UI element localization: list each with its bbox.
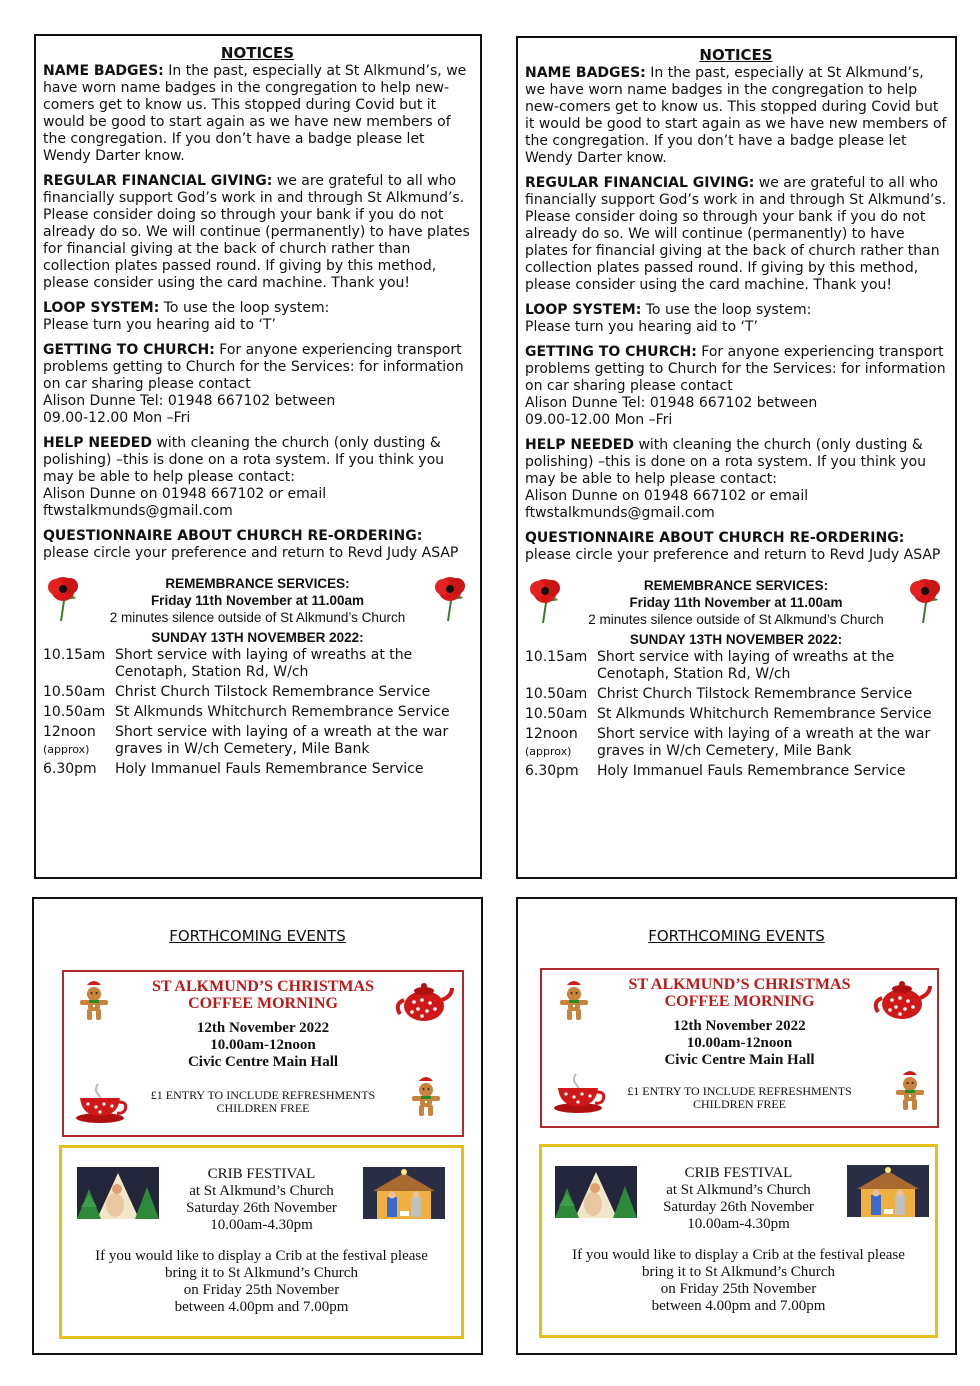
notice-item (43, 63, 472, 165)
events-panel-right (516, 897, 957, 1355)
notices-panel-left (34, 34, 482, 879)
notice-item (43, 435, 472, 520)
nativity-scene-icon (77, 1167, 159, 1219)
notice-item (43, 300, 472, 334)
schedule-description: St Alkmunds Whitchurch Remembrance Service (115, 704, 450, 720)
schedule-row (525, 706, 947, 726)
coffee-title-line1: ST ALKMUND’S CHRISTMAS (152, 978, 374, 995)
coffee-entry (602, 1085, 877, 1111)
remembrance-silence: 2 minutes silence outside of St Alkmund’s Church (588, 612, 884, 627)
nativity-scene-icon (555, 1166, 637, 1218)
schedule-time: 10.50am (525, 686, 588, 702)
schedule-time: 6.30pm (43, 761, 97, 777)
notice-text: please circle your preference and return to Revd Judy ASAP (525, 547, 941, 563)
schedule-description: Short service with laying of a wreath at the war graves in W/ch Cemetery, Mile Bank (597, 726, 931, 759)
teapot-icon (394, 978, 454, 1024)
notice-text: we are grateful to all who financially support God’s work in and through St Alkmund’s. Please consider doing so through your bank if you do not already do so. We will continue (permanently) to have plates for financial giving at the back of church rather than collection plates passed round. If giving by this method, please consider using the card machine. Thank you! (525, 175, 947, 293)
schedule-row (525, 649, 947, 686)
schedule-time: 10.50am (43, 704, 106, 720)
coffee-entry (124, 1089, 402, 1115)
schedule-time: 12noon (approx) (525, 726, 578, 758)
notice-text: with cleaning the church (only dusting & polishing) –this is done on a rota system. If you think you may be able to help please contact: Alison Dunne on 01948 667102 or email ftwstalkmunds@gmail.com (43, 435, 445, 519)
notice-item (43, 173, 472, 292)
notice-text: please circle your preference and return to Revd Judy ASAP (43, 545, 459, 561)
crib-invite: If you would like to display a Crib at the festival please bring it to St Alkmund’s Church on Friday 25th November between 4.00pm and 7.00pm (572, 1247, 905, 1314)
notice-item (43, 528, 472, 562)
coffee-morning-box (540, 968, 939, 1128)
notice-list (525, 65, 947, 564)
remembrance-schedule (43, 647, 472, 781)
notice-label: NAME BADGES: (525, 65, 646, 81)
schedule-time: 10.50am (43, 684, 106, 700)
coffee-entry-line1: £1 ENTRY TO INCLUDE REFRESHMENTS (150, 1088, 376, 1102)
schedule-row (525, 726, 947, 763)
notice-label: QUESTIONNAIRE ABOUT CHURCH RE-ORDERING: (43, 528, 423, 544)
coffee-details: 12th November 2022 10.00am-12noon Civic Centre Main Hall (664, 1018, 815, 1068)
notice-text: For anyone experiencing transport problems getting to Church for the Services: for information on car sharing please contact Alison Dunne Tel: 01948 667102 between 09.00-12.00 Mon –Fri (525, 344, 946, 428)
notice-label: GETTING TO CHURCH: (525, 344, 697, 360)
notice-item (525, 65, 947, 167)
schedule-description: Holy Immanuel Fauls Remembrance Service (597, 763, 906, 779)
coffee-details: 12th November 2022 10.00am-12noon Civic Centre Main Hall (187, 1020, 339, 1070)
schedule-description: Short service with laying of wreaths at the Cenotaph, Station Rd, W/ch (115, 647, 413, 680)
crib-details: CRIB FESTIVAL at St Alkmund’s Church Saturday 26th November 10.00am-4.30pm (186, 1166, 337, 1233)
remembrance-sunday: SUNDAY 13TH NOVEMBER 2022: (151, 630, 364, 645)
notice-text: For anyone experiencing transport problems getting to Church for the Services: for information on car sharing please contact Alison Dunne Tel: 01948 667102 between 09.00-12.00 Mon –Fri (43, 342, 464, 426)
events-panel-left (32, 897, 483, 1355)
notice-text: In the past, especially at St Alkmund’s, we have worn name badges in the congregation to help new-comers get to know us. This stopped during Covid but it would be good to start again as we have new members of the congregation. If you don’t have a badge please let Wendy Darter know. (43, 63, 467, 164)
remembrance-title: REMEMBRANCE SERVICES: (643, 578, 829, 593)
schedule-time-note: (approx) (43, 743, 90, 756)
notice-label: LOOP SYSTEM: (43, 300, 160, 316)
remembrance-silence: 2 minutes silence outside of St Alkmund’s Church (109, 610, 406, 625)
schedule-description: St Alkmunds Whitchurch Remembrance Service (597, 706, 932, 722)
schedule-time: 10.15am (525, 649, 588, 665)
nativity-scene-icon (847, 1165, 929, 1217)
remembrance-block (525, 578, 947, 649)
schedule-row (43, 647, 472, 684)
remembrance-friday: Friday 11th November at 11.00am (629, 595, 843, 610)
notice-item (525, 302, 947, 336)
teacup-icon (550, 1070, 608, 1114)
crib-invite: If you would like to display a Crib at the festival please bring it to St Alkmund’s Church on Friday 25th November between 4.00pm and 7.00pm (95, 1248, 428, 1315)
notice-item (43, 342, 472, 427)
teacup-icon (72, 1080, 130, 1124)
notice-text: In the past, especially at St Alkmund’s, we have worn name badges in the congregation to help new-comers get to know us. This stopped during Covid but it would be good to start again as we have new members of the congregation. If you don’t have a badge please let Wendy Darter know. (525, 65, 947, 166)
notice-label: NAME BADGES: (43, 63, 164, 79)
schedule-description: Christ Church Tilstock Remembrance Service (597, 686, 913, 702)
schedule-time-note: (approx) (525, 745, 572, 758)
events-heading: FORTHCOMING EVENTS (169, 927, 346, 945)
remembrance-block (43, 576, 472, 647)
gingerbread-icon (408, 1076, 444, 1118)
schedule-row (43, 761, 472, 781)
gingerbread-icon (556, 980, 592, 1022)
notice-text: To use the loop system: Please turn you hearing aid to ‘T’ (43, 300, 330, 333)
notice-text: we are grateful to all who financially support God’s work in and through St Alkmund’s. Please consider doing so through your bank if you do not already do so. We will continue (permanently) to have plates for financial giving at the back of church rather than collection plates passed round. If giving by this method, please consider using the card machine. Thank you! (43, 173, 470, 291)
notice-label: REGULAR FINANCIAL GIVING: (43, 173, 273, 189)
notice-label: GETTING TO CHURCH: (43, 342, 215, 358)
notice-item (525, 175, 947, 294)
coffee-title-line2: COFFEE MORNING (188, 995, 338, 1012)
coffee-entry-line2: CHILDREN FREE (693, 1097, 786, 1111)
nativity-scene-icon (363, 1167, 445, 1219)
notice-text: To use the loop system: Please turn you hearing aid to ‘T’ (525, 302, 812, 335)
schedule-description: Short service with laying of wreaths at the Cenotaph, Station Rd, W/ch (597, 649, 895, 682)
remembrance-sunday: SUNDAY 13TH NOVEMBER 2022: (629, 632, 843, 647)
remembrance-title: REMEMBRANCE SERVICES: (165, 576, 350, 591)
remembrance-friday: Friday 11th November at 11.00am (150, 593, 365, 608)
schedule-time: 10.50am (525, 706, 588, 722)
schedule-row (43, 684, 472, 704)
poppy-icon (430, 574, 470, 622)
crib-details: CRIB FESTIVAL at St Alkmund’s Church Saturday 26th November 10.00am-4.30pm (663, 1165, 814, 1232)
notice-list (43, 63, 472, 562)
schedule-row (43, 704, 472, 724)
schedule-time: 12noon (approx) (43, 724, 96, 756)
poppy-icon (525, 576, 565, 624)
notices-panel-right (516, 36, 957, 879)
teapot-icon (872, 976, 932, 1022)
notices-heading: NOTICES (220, 44, 295, 62)
notice-item (525, 437, 947, 522)
coffee-title-line2: COFFEE MORNING (664, 993, 815, 1010)
remembrance-schedule (525, 649, 947, 783)
notices-heading: NOTICES (699, 46, 773, 64)
notice-label: HELP NEEDED (525, 437, 634, 453)
notice-label: LOOP SYSTEM: (525, 302, 642, 318)
poppy-icon (905, 576, 945, 624)
schedule-description: Holy Immanuel Fauls Remembrance Service (115, 761, 424, 777)
notice-text: with cleaning the church (only dusting & polishing) –this is done on a rota system. If you think you may be able to help please contact: Alison Dunne on 01948 667102 or email ftwstalkmunds@gmail.com (525, 437, 927, 521)
notice-item (525, 530, 947, 564)
coffee-title-line1: ST ALKMUND’S CHRISTMAS (628, 976, 851, 993)
schedule-row (525, 686, 947, 706)
schedule-time: 10.15am (43, 647, 106, 663)
schedule-time: 6.30pm (525, 763, 579, 779)
notice-label: HELP NEEDED (43, 435, 152, 451)
schedule-description: Short service with laying of a wreath at the war graves in W/ch Cemetery, Mile Bank (115, 724, 449, 757)
gingerbread-icon (76, 980, 112, 1022)
notice-label: QUESTIONNAIRE ABOUT CHURCH RE-ORDERING: (525, 530, 905, 546)
notice-item (525, 344, 947, 429)
schedule-description: Christ Church Tilstock Remembrance Service (115, 684, 431, 700)
coffee-entry-line1: £1 ENTRY TO INCLUDE REFRESHMENTS (627, 1084, 852, 1098)
schedule-row (43, 724, 472, 761)
events-heading: FORTHCOMING EVENTS (648, 927, 825, 945)
coffee-entry-line2: CHILDREN FREE (216, 1101, 310, 1115)
gingerbread-icon (892, 1070, 928, 1112)
crib-festival-box (539, 1144, 938, 1338)
coffee-morning-box (62, 970, 464, 1137)
notice-label: REGULAR FINANCIAL GIVING: (525, 175, 755, 191)
schedule-row (525, 763, 947, 783)
crib-festival-box (59, 1145, 464, 1339)
poppy-icon (43, 574, 83, 622)
